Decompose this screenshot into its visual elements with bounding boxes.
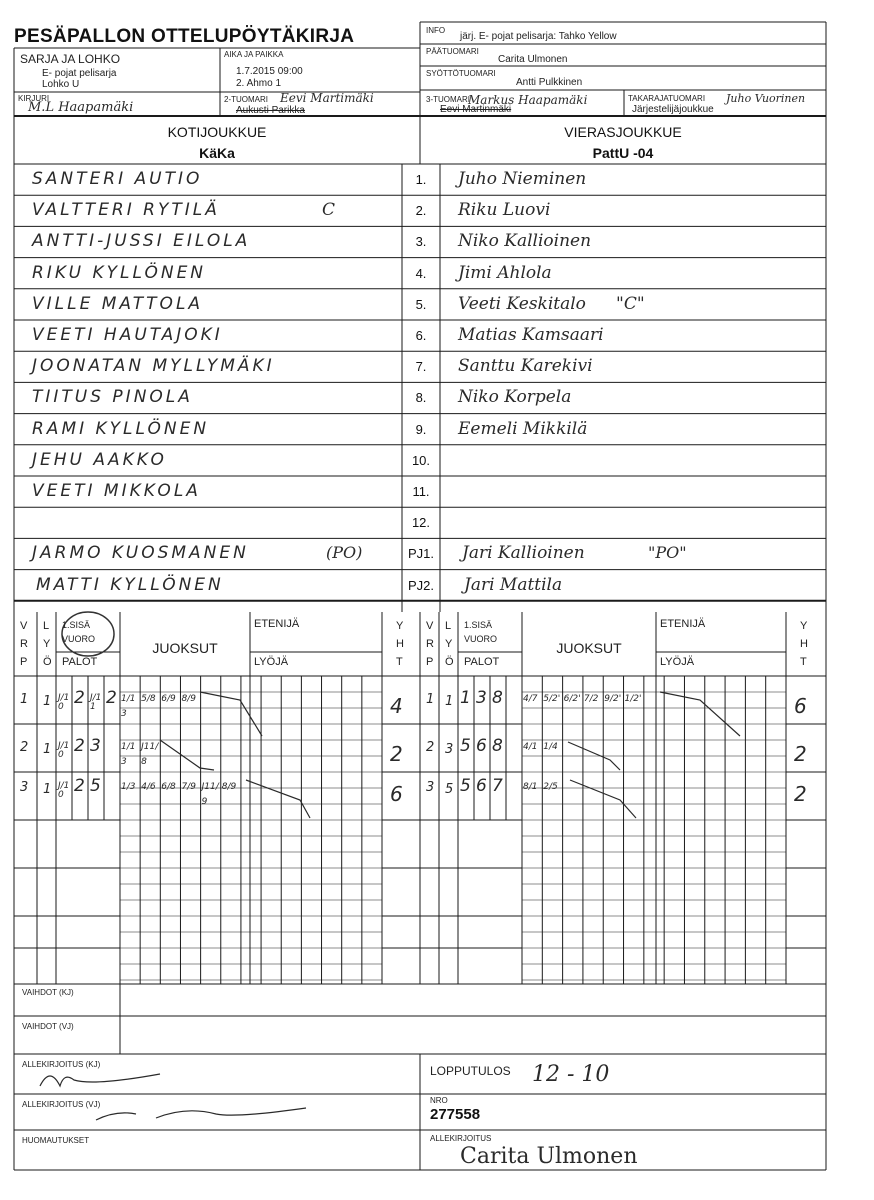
home-player-name: ANTTI-JUSSI EILOLA bbox=[32, 231, 251, 252]
home-run-value: 4/6 bbox=[141, 782, 156, 792]
tuomari3-label: 3-TUOMARI bbox=[426, 95, 470, 104]
away-player-name: Niko Korpela bbox=[458, 387, 572, 408]
home-palot-value: J/10 bbox=[58, 781, 70, 800]
home-yht-value: 6 bbox=[390, 782, 403, 806]
home-yht-value: 4 bbox=[390, 694, 403, 718]
home-player-name: VALTTERI RYTILÄ bbox=[32, 200, 220, 221]
home-run-value: 7/9 bbox=[181, 782, 196, 792]
sarja-label: SARJA JA LOHKO bbox=[20, 52, 121, 66]
away-palot-value: 3 bbox=[476, 688, 487, 708]
away-run-value: 1/4 bbox=[543, 742, 558, 752]
away-lyo-o: Ö bbox=[445, 656, 454, 668]
home-sisavuoro-2: VUORO bbox=[62, 634, 96, 644]
roster-row-number: 2. bbox=[415, 203, 427, 219]
home-inning-vrp: 3 bbox=[20, 780, 29, 795]
home-palot-value: 2 bbox=[74, 688, 85, 708]
away-run-value: 1/2' bbox=[624, 694, 642, 704]
away-player-name: Niko Kallioinen bbox=[458, 231, 592, 252]
home-player-name: RAMI KYLLÖNEN bbox=[32, 418, 210, 439]
syottotuomari-value: Antti Pulkkinen bbox=[516, 77, 583, 88]
home-player-name: JOONATAN MYLLYMÄKI bbox=[32, 356, 275, 377]
roster-row-number: PJ2. bbox=[407, 577, 434, 593]
roster-row-number: 11. bbox=[412, 484, 430, 499]
home-run-value: 1/13 bbox=[121, 742, 136, 767]
vaihdot-vj-label: VAIHDOT (VJ) bbox=[22, 1022, 74, 1031]
home-palot-value: 2 bbox=[74, 776, 85, 796]
away-palot-value: 6 bbox=[476, 736, 487, 756]
home-palot-value: 3 bbox=[90, 736, 101, 756]
away-inning-lyo: 1 bbox=[445, 694, 454, 709]
away-inning-vrp: 2 bbox=[426, 740, 435, 755]
away-yht-value: 2 bbox=[794, 782, 807, 806]
aika-label: AIKA JA PAIKKA bbox=[224, 50, 284, 59]
home-sisavuoro-1: 1.SISÄ bbox=[62, 620, 91, 630]
away-player-name: Santtu Karekivi bbox=[458, 356, 593, 377]
home-palot-value: 2 bbox=[74, 736, 85, 756]
takaraja-label: TAKARAJATUOMARI bbox=[628, 94, 706, 103]
away-vrp-r: R bbox=[426, 638, 434, 650]
away-etenija-label: ETENIJÄ bbox=[660, 618, 706, 630]
tuomari2-label: 2-TUOMARI bbox=[224, 95, 268, 104]
away-inning-vrp: 3 bbox=[426, 780, 435, 795]
roster-row-number: 12. bbox=[411, 515, 431, 531]
home-palot-value: J/11 bbox=[90, 693, 102, 712]
away-team-name: PattU -04 bbox=[592, 145, 654, 161]
home-pj2-name: MATTI KYLLÖNEN bbox=[36, 574, 224, 595]
roster-row-number: 6. bbox=[415, 328, 427, 343]
away-yht-t: T bbox=[800, 656, 807, 668]
tuomari2-value: Aukusti Parikka bbox=[236, 105, 305, 116]
roster-row-number: 5. bbox=[415, 296, 427, 312]
away-player-name: Veeti Keskitalo bbox=[458, 293, 586, 314]
home-lyo-y: Y bbox=[43, 638, 51, 650]
page-title: PESÄPALLON OTTELUPÖYTÄKIRJA bbox=[14, 26, 355, 47]
home-player-name: VEETI HAUTAJOKI bbox=[32, 325, 223, 345]
away-yht-value: 6 bbox=[794, 694, 807, 718]
home-pj1-mark: (PO) bbox=[326, 543, 363, 563]
home-run-value: 5/8 bbox=[141, 694, 156, 704]
away-palot-value: 7 bbox=[492, 776, 503, 796]
home-palot-value: J/10 bbox=[58, 693, 70, 712]
away-run-value: 9/2' bbox=[604, 694, 622, 704]
away-lyo-l: L bbox=[445, 620, 452, 632]
roster-row-number: PJ1. bbox=[407, 546, 434, 562]
huomautukset-label: HUOMAUTUKSET bbox=[22, 1136, 90, 1145]
home-inning-lyo: 1 bbox=[43, 694, 52, 709]
away-palot-value: 8 bbox=[492, 688, 503, 708]
away-player-name: Juho Nieminen bbox=[458, 169, 587, 189]
home-player-mark: C bbox=[322, 200, 336, 221]
away-run-value: 7/2 bbox=[583, 694, 599, 704]
sarja-value-1: E- pojat pelisarja bbox=[42, 68, 117, 79]
away-lyo-y: Y bbox=[445, 638, 453, 650]
away-yht-value: 2 bbox=[794, 742, 807, 766]
home-lyo-l: L bbox=[43, 620, 50, 632]
home-team-label: KOTIJOUKKUE bbox=[167, 124, 267, 140]
lopputulos-label: LOPPUTULOS bbox=[430, 1064, 511, 1078]
away-run-value: 4/1 bbox=[523, 742, 538, 752]
home-team-name: KäKa bbox=[199, 145, 235, 161]
roster-row-number: 1. bbox=[415, 172, 427, 187]
aika-value-1: 1.7.2015 09:00 bbox=[236, 66, 303, 77]
away-palot-value: 5 bbox=[460, 776, 471, 796]
away-pj1-name: Jari Kallioinen bbox=[462, 543, 585, 564]
home-yht-value: 2 bbox=[390, 742, 403, 766]
home-run-value: 1/13 bbox=[121, 694, 136, 719]
sarja-value-2: Lohko U bbox=[42, 79, 80, 90]
home-inning-lyo: 1 bbox=[43, 742, 52, 757]
aika-value-2: 2. Ahmo 1 bbox=[236, 78, 282, 89]
away-palot-value: 8 bbox=[492, 736, 503, 756]
away-palot-label: PALOT bbox=[464, 656, 500, 668]
away-sisavuoro-2: VUORO bbox=[464, 634, 498, 644]
away-pj2-name: Jari Mattila bbox=[464, 574, 563, 595]
away-player-mark: "C" bbox=[616, 293, 645, 314]
allekirjoitus-kj-label: ALLEKIRJOITUS (KJ) bbox=[22, 1060, 101, 1069]
away-palot-value: 5 bbox=[460, 736, 471, 756]
away-player-name: Jimi Ahlola bbox=[458, 262, 552, 283]
away-run-value: 5/2' bbox=[543, 694, 561, 704]
home-run-value: 1/3 bbox=[121, 782, 136, 792]
home-run-value: 6/8 bbox=[161, 782, 176, 792]
away-palot-value: 6 bbox=[476, 776, 487, 796]
home-run-value: 8/9 bbox=[221, 782, 237, 792]
home-vrp-v: V bbox=[20, 620, 28, 632]
away-pj1-mark: "PO" bbox=[648, 543, 687, 563]
info-label: INFO bbox=[426, 26, 446, 35]
paatuomari-label: PÄÄTUOMARI bbox=[426, 47, 479, 56]
home-player-name: VEETI MIKKOLA bbox=[32, 481, 201, 501]
vaihdot-kj-label: VAIHDOT (KJ) bbox=[22, 988, 74, 997]
away-player-name: Riku Luovi bbox=[458, 200, 551, 221]
home-player-name: JEHU AAKKO bbox=[32, 449, 167, 470]
home-player-name: TIITUS PINOLA bbox=[32, 387, 193, 408]
away-run-value: 8/1 bbox=[523, 782, 538, 792]
home-run-value: 8/9 bbox=[181, 694, 196, 704]
home-lyo-o: Ö bbox=[43, 656, 52, 668]
nro-value: 277558 bbox=[430, 1106, 481, 1123]
home-player-name: RIKU KYLLÖNEN bbox=[32, 262, 207, 283]
away-player-name: Eemeli Mikkilä bbox=[458, 418, 588, 439]
tuomari3-value: Eevi Martinmäki bbox=[440, 104, 512, 115]
away-sisavuoro-1: 1.SISÄ bbox=[464, 620, 493, 630]
away-vrp-p: P bbox=[426, 656, 434, 668]
lopputulos-value: 12 - 10 bbox=[532, 1062, 610, 1087]
away-vrp-v: V bbox=[426, 620, 434, 632]
away-yht-h: H bbox=[800, 638, 808, 650]
home-player-name: SANTERI AUTIO bbox=[32, 169, 203, 189]
home-run-value: J11/8 bbox=[141, 742, 159, 767]
allekirjoitus-value: Carita Ulmonen bbox=[460, 1144, 638, 1169]
home-etenija-label: ETENIJÄ bbox=[254, 618, 300, 630]
info-value: järj. E- pojat pelisarja: Tahko Yellow bbox=[460, 31, 617, 42]
away-palot-value: 1 bbox=[460, 688, 471, 708]
allekirjoitus-vj-label: ALLEKIRJOITUS (VJ) bbox=[22, 1100, 101, 1109]
takaraja-value: Järjestelijäjoukkue bbox=[632, 104, 714, 115]
roster-row-number: 9. bbox=[415, 421, 427, 437]
home-run-value: 6/9 bbox=[161, 694, 176, 704]
roster-row-number: 10. bbox=[411, 452, 431, 468]
home-yht-t: T bbox=[396, 656, 403, 668]
away-inning-vrp: 1 bbox=[426, 692, 435, 707]
away-run-value: 4/7 bbox=[523, 694, 538, 704]
away-inning-lyo: 5 bbox=[445, 782, 454, 797]
away-run-value: 6/2' bbox=[563, 694, 581, 704]
nro-label: NRO bbox=[430, 1096, 448, 1105]
takaraja-handwriting: Juho Vuorinen bbox=[726, 92, 806, 105]
away-lyoja-label: LYÖJÄ bbox=[660, 656, 695, 668]
home-palot-value: 2 bbox=[106, 688, 117, 708]
roster-row-number: 8. bbox=[415, 390, 427, 406]
syottotuomari-label: SYÖTTÖTUOMARI bbox=[426, 69, 496, 78]
allekirjoitus-label: ALLEKIRJOITUS bbox=[430, 1134, 492, 1143]
kirjuri-label: KIRJURI bbox=[18, 94, 50, 103]
away-juoksut-label: JUOKSUT bbox=[556, 640, 622, 656]
home-run-value: J11/9 bbox=[201, 782, 219, 807]
kirjuri-handwriting: M.L Haapamäki bbox=[28, 100, 134, 115]
home-palot-value: J/10 bbox=[58, 741, 70, 760]
home-pj1-name: JARMO KUOSMANEN bbox=[32, 543, 249, 564]
home-player-name: VILLE MATTOLA bbox=[32, 293, 204, 314]
away-team-label: VIERASJOUKKUE bbox=[564, 124, 682, 140]
home-yht-y: Y bbox=[396, 620, 404, 632]
roster-row-number: 7. bbox=[415, 359, 427, 375]
tuomari2-handwriting: Eevi Martimäki bbox=[280, 91, 374, 105]
away-player-name: Matias Kamsaari bbox=[458, 325, 604, 345]
home-inning-vrp: 2 bbox=[20, 740, 29, 755]
home-palot-label: PALOT bbox=[62, 656, 98, 668]
away-inning-lyo: 3 bbox=[445, 742, 454, 757]
home-inning-vrp: 1 bbox=[20, 692, 29, 707]
roster-row-number: 4. bbox=[415, 265, 427, 281]
away-yht-y: Y bbox=[800, 620, 808, 632]
tuomari3-handwriting: Markus Haapamäki bbox=[468, 93, 588, 107]
home-palot-value: 5 bbox=[90, 776, 101, 796]
roster-row-number: 3. bbox=[415, 234, 427, 250]
home-lyoja-label: LYÖJÄ bbox=[254, 656, 289, 668]
paatuomari-value: Carita Ulmonen bbox=[498, 54, 568, 65]
away-run-value: 2/5 bbox=[543, 782, 558, 792]
home-vrp-r: R bbox=[20, 638, 28, 650]
home-juoksut-label: JUOKSUT bbox=[152, 640, 218, 656]
home-inning-lyo: 1 bbox=[43, 782, 52, 797]
home-yht-h: H bbox=[396, 638, 404, 650]
home-vrp-p: P bbox=[20, 656, 28, 668]
